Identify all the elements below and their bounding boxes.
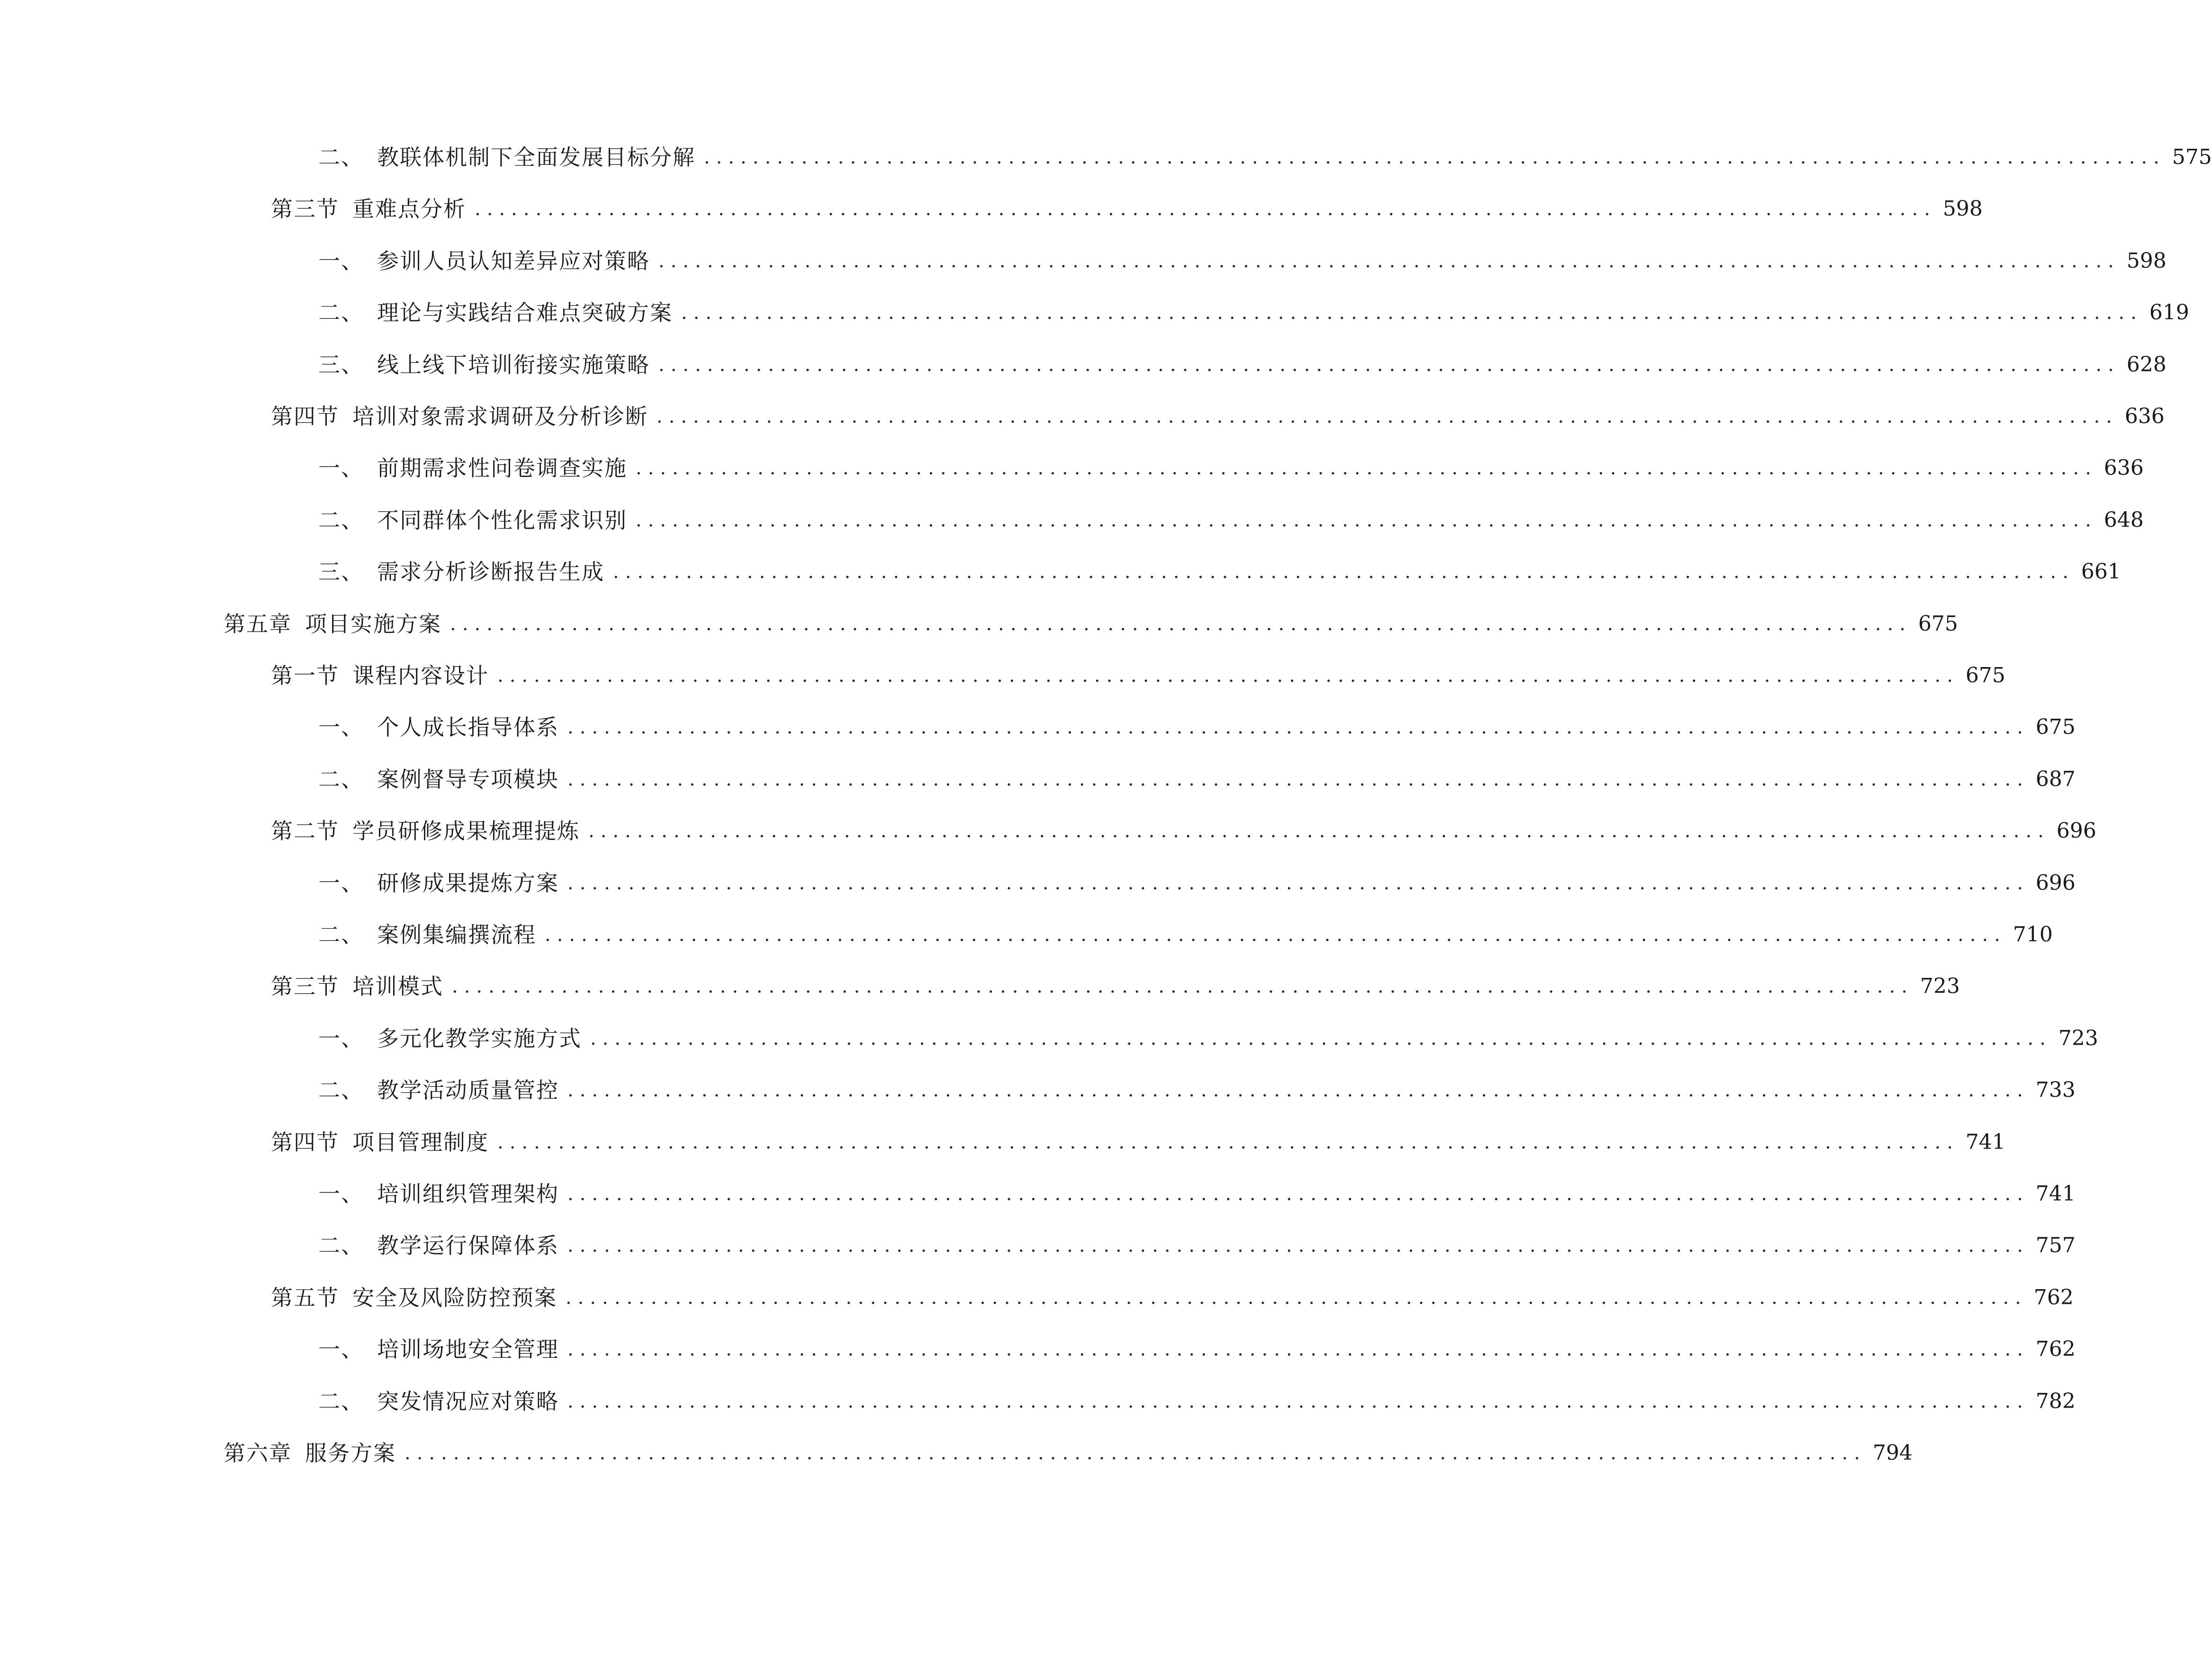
toc-entry[interactable]: [318, 1071, 2076, 1109]
toc-entry-title: 多元化教学实施方式: [377, 1025, 582, 1051]
toc-entry[interactable]: [271, 1123, 2005, 1161]
toc-entry[interactable]: [318, 916, 2053, 954]
toc-entry[interactable]: [318, 346, 2167, 384]
toc-entry-page: 696: [2056, 819, 2096, 843]
toc-entry[interactable]: [271, 812, 2096, 850]
toc-entry-page: 696: [2035, 870, 2076, 895]
toc-entry-number: 第三节: [271, 974, 339, 1000]
toc-entry[interactable]: [318, 501, 2144, 539]
toc-entry-page: 675: [1965, 663, 2005, 687]
toc-dot-leader: ........................................................................................................................: [636, 457, 2097, 479]
toc-dot-leader: ........................................................................................................................: [636, 509, 2097, 531]
toc-entry-number: 二、: [318, 1388, 364, 1414]
toc-entry[interactable]: [318, 449, 2144, 487]
toc-entry-page: 628: [2126, 352, 2167, 377]
toc-entry-title: 学员研修成果梳理提炼: [352, 818, 580, 844]
toc-entry-title: 不同群体个性化需求识别: [377, 507, 627, 533]
toc-entry-number: 一、: [318, 1025, 364, 1051]
toc-entry-number: 第二节: [271, 818, 339, 844]
toc-entry[interactable]: [318, 708, 2076, 746]
toc-dot-leader: ........................................................................................................................: [567, 872, 2029, 894]
toc-entry-number: 第三节: [271, 196, 339, 222]
toc-entry[interactable]: [318, 138, 2212, 176]
toc-dot-leader: ........................................................................................................................: [545, 924, 2006, 946]
toc-dot-leader: ........................................................................................................................: [497, 1131, 1959, 1153]
toc-entry-page: 619: [2149, 300, 2189, 325]
toc-entry-number: 一、: [318, 1181, 364, 1207]
toc-entry-title: 研修成果提炼方案: [377, 870, 559, 896]
toc-dot-leader: ........................................................................................................................: [567, 1390, 2029, 1412]
toc-entry-page: 782: [2035, 1389, 2076, 1413]
toc-entry-title: 突发情况应对策略: [377, 1388, 559, 1414]
toc-entry-title: 服务方案: [305, 1440, 396, 1466]
toc-entry[interactable]: [318, 1382, 2076, 1420]
toc-entry-title: 课程内容设计: [352, 663, 489, 688]
toc-dot-leader: ........................................................................................................................: [405, 1442, 1866, 1464]
toc-entry[interactable]: [318, 294, 2189, 332]
toc-dot-leader: ........................................................................................................................: [497, 665, 1959, 686]
toc-dot-leader: ........................................................................................................................: [567, 1183, 2029, 1205]
toc-dot-leader: ........................................................................................................................: [658, 353, 2120, 376]
toc-entry-number: 第六章: [224, 1440, 292, 1466]
toc-entry[interactable]: [271, 397, 2165, 435]
toc-entry-title: 案例集编撰流程: [377, 922, 536, 948]
toc-dot-leader: ........................................................................................................................: [567, 716, 2029, 739]
toc-entry-page: 687: [2035, 767, 2076, 791]
toc-entry-number: 二、: [318, 145, 364, 170]
toc-dot-leader: ........................................................................................................................: [450, 613, 1912, 635]
toc-dot-leader: ........................................................................................................................: [656, 406, 2118, 427]
toc-entry-number: 二、: [318, 507, 364, 533]
toc-dot-leader: ........................................................................................................................: [567, 1338, 2029, 1361]
toc-entry-title: 线上线下培训衔接实施策略: [377, 352, 650, 378]
toc-entry-page: 710: [2013, 922, 2053, 947]
toc-entry-page: 598: [2126, 248, 2167, 273]
toc-entry-title: 教学活动质量管控: [377, 1077, 559, 1103]
toc-dot-leader: ........................................................................................................................: [567, 1235, 2029, 1257]
toc-entry-page: 794: [1872, 1441, 1913, 1465]
toc-entry[interactable]: [318, 553, 2121, 591]
toc-entry[interactable]: [271, 190, 1983, 228]
toc-entry-number: 一、: [318, 870, 364, 896]
toc-entry-page: 741: [2035, 1182, 2076, 1206]
toc-entry[interactable]: [318, 1227, 2076, 1265]
toc-entry-number: 第四节: [271, 1129, 339, 1155]
toc-entry-number: 二、: [318, 1233, 364, 1259]
toc-entry[interactable]: [224, 605, 1958, 643]
toc-entry-page: 723: [2058, 1026, 2098, 1050]
toc-entry-page: 762: [2033, 1285, 2074, 1310]
toc-entry-title: 需求分析诊断报告生成: [377, 559, 604, 585]
toc-entry-page: 636: [2104, 456, 2144, 480]
toc-entry-title: 培训组织管理架构: [377, 1181, 559, 1207]
toc-entry-number: 第五章: [224, 611, 292, 637]
toc-entry-page: 723: [1920, 974, 1960, 999]
toc-entry-number: 二、: [318, 1077, 364, 1103]
toc-entry[interactable]: [318, 1020, 2098, 1057]
toc-entry-number: 第五节: [271, 1284, 339, 1310]
toc-entry-number: 第四节: [271, 404, 339, 429]
toc-entry-page: 741: [1965, 1129, 2005, 1154]
toc-entry-page: 762: [2035, 1337, 2076, 1362]
toc-entry-number: 一、: [318, 714, 364, 741]
toc-entry-title: 前期需求性问卷调查实施: [377, 455, 627, 481]
toc-dot-leader: ........................................................................................................................: [658, 250, 2120, 272]
toc-entry-page: 733: [2035, 1078, 2076, 1102]
toc-entry-page: 675: [1918, 611, 1958, 636]
toc-entry-title: 案例督导专项模块: [377, 766, 559, 792]
toc-entry-number: 二、: [318, 300, 364, 326]
toc-dot-leader: ........................................................................................................................: [567, 768, 2029, 790]
toc-entry-number: 一、: [318, 1337, 364, 1363]
toc-entry-title: 安全及风险防控预案: [352, 1284, 557, 1310]
toc-entry-number: 二、: [318, 766, 364, 792]
toc-entry-page: 675: [2035, 715, 2076, 740]
toc-dot-leader: ........................................................................................................................: [475, 198, 1936, 220]
toc-entry-title: 教学运行保障体系: [377, 1233, 559, 1259]
toc-entry[interactable]: [318, 864, 2076, 902]
toc-entry-number: 一、: [318, 248, 364, 274]
toc-dot-leader: ........................................................................................................................: [588, 820, 2050, 842]
toc-dot-leader: ........................................................................................................................: [567, 1079, 2029, 1102]
toc-dot-leader: ........................................................................................................................: [681, 302, 2143, 324]
toc-entry[interactable]: [318, 1175, 2076, 1213]
toc-dot-leader: ........................................................................................................................: [590, 1027, 2052, 1049]
toc-entry-page: 661: [2081, 560, 2121, 584]
toc-entry-page: 598: [1942, 197, 1983, 221]
toc-dot-leader: ........................................................................................................................: [704, 146, 2166, 168]
toc-entry-title: 个人成长指导体系: [377, 714, 559, 741]
toc-entry[interactable]: [318, 1330, 2076, 1368]
toc-entry[interactable]: [271, 1279, 2074, 1317]
toc-entry-title: 重难点分析: [352, 196, 466, 222]
toc-entry-title: 培训对象需求调研及分析诊断: [352, 404, 648, 429]
toc-entry-title: 参训人员认知差异应对策略: [377, 248, 650, 274]
toc-entry[interactable]: [224, 1434, 1913, 1472]
toc-dot-leader: ........................................................................................................................: [566, 1286, 2027, 1309]
toc-entry-page: 757: [2035, 1233, 2076, 1258]
toc-entry-title: 教联体机制下全面发展目标分解: [377, 145, 695, 170]
toc-entry-page: 648: [2104, 507, 2144, 532]
toc-entry-title: 培训模式: [352, 974, 443, 1000]
toc-entry[interactable]: [271, 657, 2005, 695]
toc-entry-number: 第一节: [271, 663, 339, 688]
toc-entry[interactable]: [271, 967, 1960, 1005]
toc-entry-number: 三、: [318, 352, 364, 378]
toc-entry-title: 培训场地安全管理: [377, 1337, 559, 1363]
toc-entry-title: 理论与实践结合难点突破方案: [377, 300, 673, 326]
toc-dot-leader: ........................................................................................................................: [613, 561, 2075, 583]
toc-entry-number: 一、: [318, 455, 364, 481]
toc-dot-leader: ........................................................................................................................: [452, 976, 1914, 998]
toc-entry-number: 三、: [318, 559, 364, 585]
toc-entry-title: 项目管理制度: [352, 1129, 489, 1155]
toc-entry[interactable]: [318, 760, 2076, 798]
toc-entry-page: 636: [2124, 404, 2165, 428]
toc-entry-page: 575: [2172, 145, 2212, 169]
toc-entry-title: 项目实施方案: [305, 611, 441, 637]
toc-entry[interactable]: [318, 242, 2167, 280]
toc-entry-number: 二、: [318, 922, 364, 948]
